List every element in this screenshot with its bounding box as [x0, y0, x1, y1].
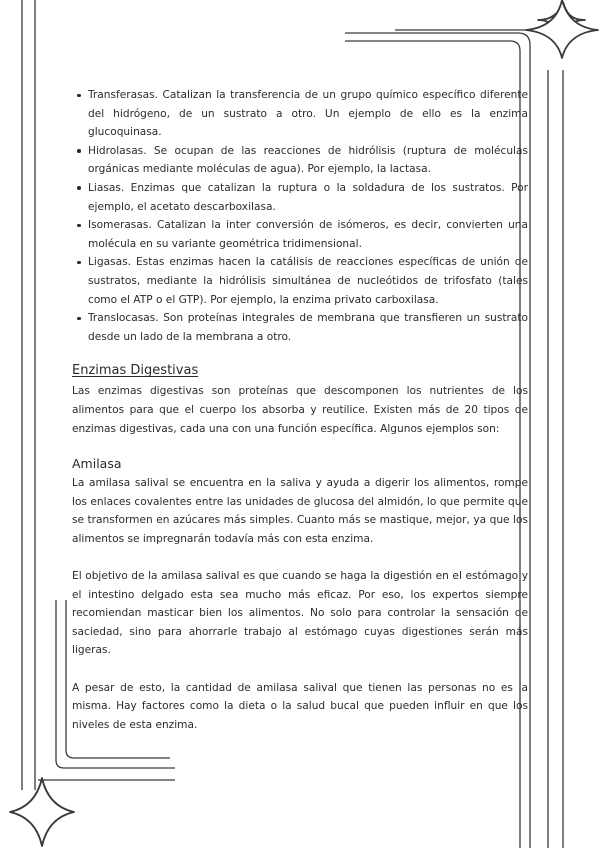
amilasa-paragraph-3: A pesar de esto, la cantidad de amilasa salival que tienen las personas no es la misma. Hay factores como la dieta o la salud bucal que pueden influir en que los niveles de esta enzima.: [72, 681, 528, 731]
document-body: [72, 86, 528, 734]
list-item: Translocasas. Son proteínas integrales de membrana que transfieren un sustrato desde un lado de la membrana a otro.: [88, 309, 528, 346]
list-item: Isomerasas. Catalizan la inter conversión de isómeros, es decir, convierten una molécula en su variante geométrica tridimensional.: [88, 216, 528, 253]
list-item: Hidrolasas. Se ocupan de las reacciones de hidrólisis (ruptura de moléculas orgánicas mediante moléculas de agua). Por ejemplo, la lactasa.: [88, 142, 528, 179]
list-item: Liasas. Enzimas que catalizan la ruptura o la soldadura de los sustratos. Por ejemplo, el acetato descarboxilasa.: [88, 179, 528, 216]
sparkle-star-icon: [538, 2, 585, 42]
subheading-amilasa: Amilasa: [72, 456, 122, 472]
sparkle-star-icon: [10, 778, 74, 846]
amilasa-paragraph-2: El objetivo de la amilasa salival es que cuando se haga la digestión en el estómago y el intestino delgado esta sea mucho más eficaz. Por eso, los expertos siempre recomiendan masticar bien los alimentos. No solo para controlar la sensación de saciedad, sino para ahorrarle trabajo al estómago cuyas digestiones serán más ligeras.: [72, 570, 528, 657]
amilasa-paragraph-1: La amilasa salival se encuentra en la saliva y ayuda a digerir los alimentos, rompe los enlaces covalentes entre las unidades de glucosa del almidón, lo que permite que se transformen en azúcares más simples. Cuanto más se mastique, mejor, ya que los alimentos se impregnarán todavía más con esta enzima.: [72, 477, 528, 545]
enzyme-type-list: [72, 86, 528, 346]
list-item: Transferasas. Catalizan la transferencia de un grupo químico específico diferente del hidrógeno, de un sustrato a otro. Un ejemplo de ello es la enzima glucoquinasa.: [88, 86, 528, 142]
section-heading-digestive: Enzimas Digestivas: [72, 363, 199, 379]
digestive-intro-paragraph: Las enzimas digestivas son proteínas que descomponen los nutrientes de los alimentos para que el cuerpo los absorba y reutilice. Existen más de 20 tipos de enzimas digestivas, cada una con una función específica. Algunos ejemplos son:: [72, 385, 528, 435]
list-item: Ligasas. Estas enzimas hacen la catálisis de reacciones específicas de unión de sustratos, mediante la hidrólisis simultánea de nucleótidos de trifosfato (tales como el ATP o el GTP). Por ejemplo, la enzima privato carboxilasa.: [88, 253, 528, 309]
